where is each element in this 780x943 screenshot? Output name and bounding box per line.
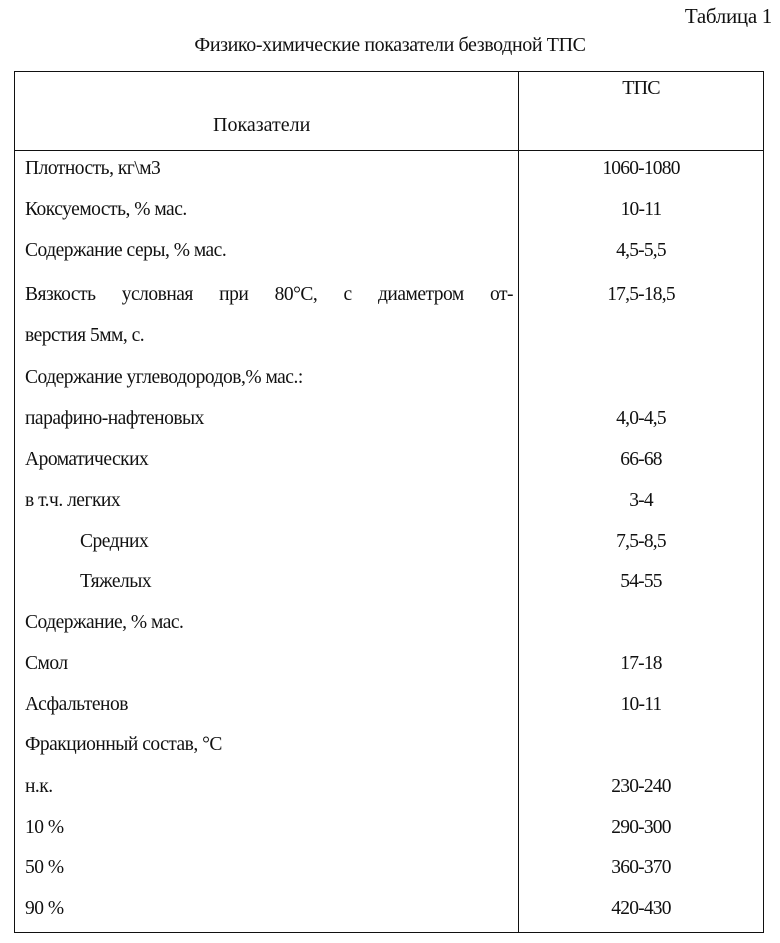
row-50pct-value: 360-370 <box>611 857 671 878</box>
header-divider <box>14 150 764 151</box>
row-viscosity-cont-label: верстия 5мм, с. <box>25 325 145 346</box>
row-sulfur-value: 4,5-5,5 <box>616 240 666 261</box>
row-resins-value: 17-18 <box>620 653 662 674</box>
row-asphaltenes-label: Асфальтенов <box>25 694 128 715</box>
row-asphaltenes-value: 10-11 <box>620 694 662 715</box>
column-header-indicator: Показатели <box>213 114 311 136</box>
row-viscosity-value: 17,5-18,5 <box>607 284 675 305</box>
row-paraffin-value: 4,0-4,5 <box>616 408 666 429</box>
row-medium-label: Средних <box>80 531 149 552</box>
row-aromatic-value: 66-68 <box>620 449 662 470</box>
table-number: Таблица 1 <box>684 4 772 28</box>
row-fractional-label: Фракционный состав, °С <box>25 734 222 755</box>
row-90pct-label: 90 % <box>25 898 64 919</box>
row-sulfur-label: Содержание серы, % мас. <box>25 240 227 261</box>
row-coking-label: Коксуемость, % мас. <box>25 199 187 220</box>
row-density-label: Плотность, кг\м3 <box>25 158 161 179</box>
table-caption: Физико-химические показатели безводной ТПС <box>194 34 586 56</box>
row-heavy-label: Тяжелых <box>80 571 152 592</box>
row-heavy-value: 54-55 <box>620 571 662 592</box>
row-10pct-value: 290-300 <box>611 817 671 838</box>
row-density-value: 1060-1080 <box>602 158 680 179</box>
row-50pct-label: 50 % <box>25 857 64 878</box>
row-hydrocarbons-label: Содержание углеводородов,% мас.: <box>25 367 303 388</box>
row-aromatic-label: Ароматических <box>25 449 149 470</box>
row-resins-label: Смол <box>25 653 68 674</box>
row-90pct-value: 420-430 <box>611 898 671 919</box>
row-paraffin-label: парафино-нафтеновых <box>25 408 204 429</box>
row-medium-value: 7,5-8,5 <box>616 531 666 552</box>
row-ibp-label: н.к. <box>25 776 53 797</box>
row-10pct-label: 10 % <box>25 817 64 838</box>
row-viscosity-label: Вязкость условная при 80°С, с диаметром от- <box>25 284 513 305</box>
column-header-value: ТПС <box>622 77 660 99</box>
row-ibp-value: 230-240 <box>611 776 671 797</box>
row-light-label: в т.ч. легких <box>25 490 121 511</box>
row-light-value: 3-4 <box>629 490 653 511</box>
row-content-label: Содержание, % мас. <box>25 612 184 633</box>
row-coking-value: 10-11 <box>620 199 662 220</box>
